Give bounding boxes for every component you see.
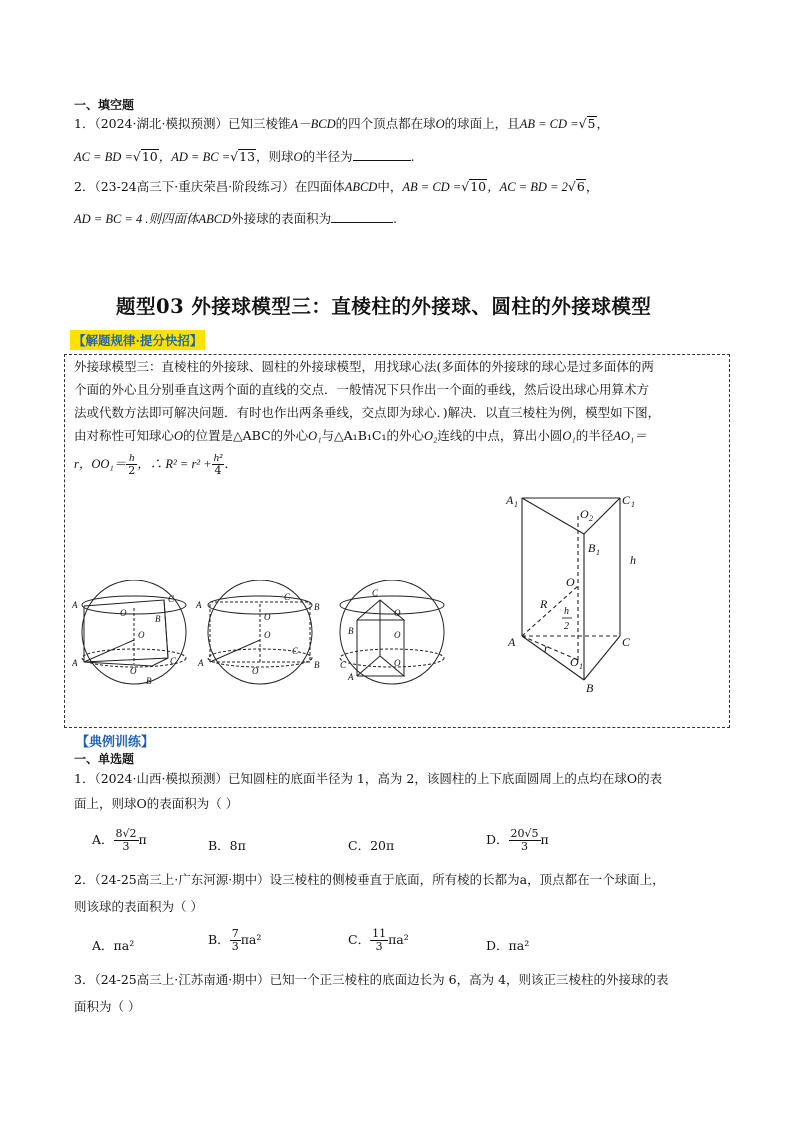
svg-text:C: C: [292, 646, 299, 656]
svg-text:O: O: [264, 630, 271, 640]
svg-text:1: 1: [596, 548, 600, 557]
box-line-2: 个面的外心且分别垂直这两个面的直线的交点．一般情况下只作出一个面的垂线，然后设出球心用算术方: [74, 382, 650, 397]
svg-text:B: B: [588, 541, 596, 555]
svg-text:C: C: [340, 660, 347, 670]
svg-text:O: O: [580, 507, 589, 521]
example-2-option-d[interactable]: D．πa²: [486, 938, 530, 953]
svg-text:A: A: [72, 600, 78, 610]
svg-text:B: B: [586, 681, 594, 695]
svg-text:C: C: [622, 635, 631, 649]
svg-text:1: 1: [514, 500, 518, 509]
question-1-line-2: AC = BD =√10，AD = BC =√13，则球O的半径为 .: [74, 149, 415, 164]
example-1-option-c[interactable]: C．20π: [348, 838, 395, 853]
example-1-option-b[interactable]: B．8π: [208, 838, 246, 853]
svg-text:r: r: [544, 641, 549, 655]
example-2-line-2: 则该球的表面积为（ ）: [74, 899, 203, 914]
svg-text:A: A: [348, 672, 354, 682]
svg-text:2: 2: [589, 514, 593, 523]
question-2-line-1: 2．（23-24高三下·重庆荣昌·阶段练习）在四面体ABCD中，AB = CD =√10，AC = BD = 2√6，: [74, 179, 599, 194]
question-2-line-2: AD = BC = 4 .则四面体ABCD外接球的表面积为 .: [74, 211, 398, 226]
rules-tag: 【解题规律·提分快招】: [70, 330, 205, 350]
example-1-option-d[interactable]: D． $\frac{20√5}{3}$ π: [486, 827, 549, 853]
svg-text:C: C: [284, 592, 291, 602]
svg-text:h: h: [564, 606, 569, 617]
svg-text:C: C: [170, 656, 177, 666]
svg-text:R: R: [540, 597, 548, 611]
svg-text:O: O: [120, 608, 127, 618]
box-line-4: 由对称性可知球心O的位置是△ABC的外心O₁与△A₁B₁C₁的外心O₂连线的中点，算出小圆O₁的半径AO₁＝: [74, 428, 647, 443]
svg-text:C: C: [622, 493, 631, 507]
svg-text:O: O: [130, 666, 137, 676]
examples-tag: 【典例训练】: [76, 735, 155, 750]
svg-text:B: B: [314, 660, 320, 670]
example-1-option-a[interactable]: A． $\frac{8√2}{3}$ π: [92, 827, 147, 853]
answer-blank[interactable]: [331, 210, 393, 223]
svg-text:B: B: [155, 614, 161, 624]
sphere-prism-figures: [72, 580, 456, 690]
svg-text:O: O: [264, 612, 271, 622]
svg-text:O: O: [394, 658, 401, 668]
type-title: 题型03 外接球模型三：直棱柱的外接球、圆柱的外接球模型: [116, 295, 652, 318]
svg-text:A: A: [506, 493, 514, 507]
svg-text:O: O: [252, 666, 259, 676]
example-2-option-b[interactable]: B． $\frac{7}{3}$ πa²: [208, 927, 262, 953]
example-2-line-1: 2．（24-25高三上·广东河源·期中）设三棱柱的侧棱垂直于底面，所有棱的长都为a，顶点都在一个球面上，: [74, 872, 665, 887]
svg-text:O: O: [566, 575, 575, 589]
svg-text:2: 2: [564, 621, 569, 632]
svg-text:A: A: [508, 635, 516, 649]
svg-text:1: 1: [631, 500, 635, 509]
svg-text:O: O: [394, 608, 401, 618]
svg-text:A: A: [196, 600, 202, 610]
box-line-1: 外接球模型三：直棱柱的外接球、圆柱的外接球模型，用找球心法(多面体的外接球的球心是过多面体的两: [74, 359, 654, 374]
svg-text:1: 1: [579, 662, 583, 671]
prism-diagram: [500, 488, 660, 698]
svg-text:O: O: [138, 630, 145, 640]
question-1-line-1: 1．（2024·湖北·模拟预测）已知三棱锥A－BCD的四个顶点都在球O的球面上，且AB = CD =√5，: [74, 116, 610, 131]
box-line-3: 法或代数方法即可解决问题．有时也作出两条垂线，交点即为球心．)解决．以直三棱柱为例，模型如下图，: [74, 405, 661, 420]
svg-text:A: A: [72, 658, 78, 668]
example-2-option-c[interactable]: C． $\frac{11}{3}$ πa²: [348, 927, 409, 953]
svg-text:C: C: [372, 588, 379, 598]
answer-blank[interactable]: [353, 148, 411, 161]
svg-text:B: B: [314, 602, 320, 612]
svg-text:A: A: [198, 658, 204, 668]
section-header-fill-blank: 一、填空题: [74, 98, 135, 112]
svg-text:C: C: [168, 594, 175, 604]
section-header-single-choice: 一、单选题: [74, 752, 135, 766]
svg-text:O: O: [570, 655, 579, 669]
example-3-line-2: 面积为（ ）: [74, 999, 141, 1014]
box-line-5: r，OO₁＝ $\frac{h}{2}$ ，∴ R² = r² + $\frac{\text{h²}}{4}$ ．: [74, 452, 237, 477]
svg-text:B: B: [348, 626, 354, 636]
example-1-line-2: 面上，则球O的表面积为（ ）: [74, 796, 239, 811]
svg-text:O: O: [394, 630, 401, 640]
svg-text:h: h: [630, 553, 636, 567]
example-3-line-1: 3．（24-25高三上·江苏南通·期中）已知一个正三棱柱的底面边长为 6，高为 4，则该正三棱柱的外接球的表: [74, 972, 669, 987]
svg-text:B: B: [146, 676, 152, 686]
example-1-line-1: 1．（2024·山西·模拟预测）已知圆柱的底面半径为 1，高为 2，该圆柱的上下底面圆周上的点均在球O的表: [74, 771, 663, 786]
example-2-option-a[interactable]: A．πa²: [92, 938, 135, 953]
